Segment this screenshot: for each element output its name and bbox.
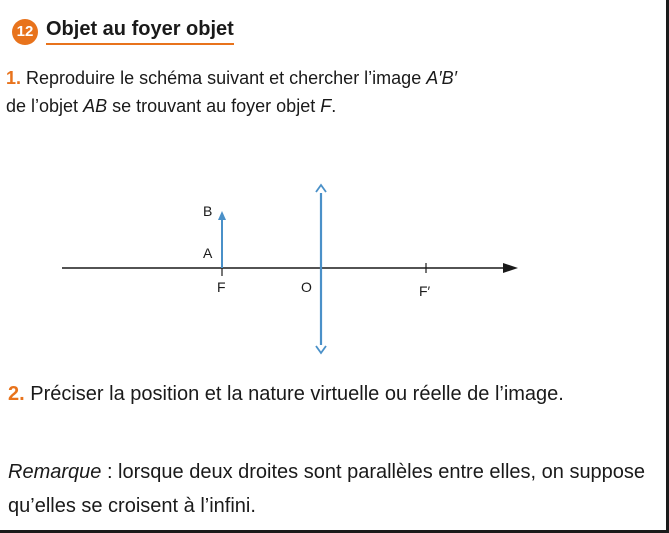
label-f: F	[217, 279, 226, 295]
label-a: A	[203, 245, 213, 261]
question-1-object-name: AB	[83, 96, 108, 116]
optical-axis-arrowhead	[503, 263, 518, 273]
remark-label: Remarque	[8, 461, 102, 483]
label-f-prime: F′	[419, 283, 431, 299]
remark	[8, 455, 658, 523]
lens-top-arrow	[316, 185, 326, 192]
question-1-image-name: A′B′	[426, 68, 457, 88]
question-1-text-b: de l’objet	[6, 96, 84, 116]
exercise-header	[12, 18, 234, 45]
optics-diagram	[0, 175, 669, 360]
exercise-number-badge: 12	[12, 19, 38, 45]
lens-bottom-arrow	[316, 346, 326, 353]
question-1-text-c: se trouvant au foyer objet	[107, 96, 321, 116]
question-2-text: Préciser la position et la nature virtuelle ou réelle de l’image.	[24, 383, 564, 405]
question-2	[8, 376, 658, 412]
question-1-focus-name: F	[320, 96, 332, 116]
question-2-number: 2.	[8, 383, 25, 405]
question-1-text-d: .	[331, 96, 337, 116]
object-ab-arrowhead	[218, 211, 226, 220]
remark-text: : lorsque deux droites sont parallèles entre elles, on suppose qu’elles se croisent à l’infini.	[8, 461, 646, 517]
exercise-title: Objet au foyer objet	[46, 18, 234, 45]
label-b: B	[203, 203, 213, 219]
question-1-number: 1.	[6, 68, 22, 88]
question-1-text-a: Reproduire le schéma suivant et chercher l’image	[21, 68, 427, 88]
question-1	[6, 64, 656, 120]
label-o: O	[301, 279, 312, 295]
